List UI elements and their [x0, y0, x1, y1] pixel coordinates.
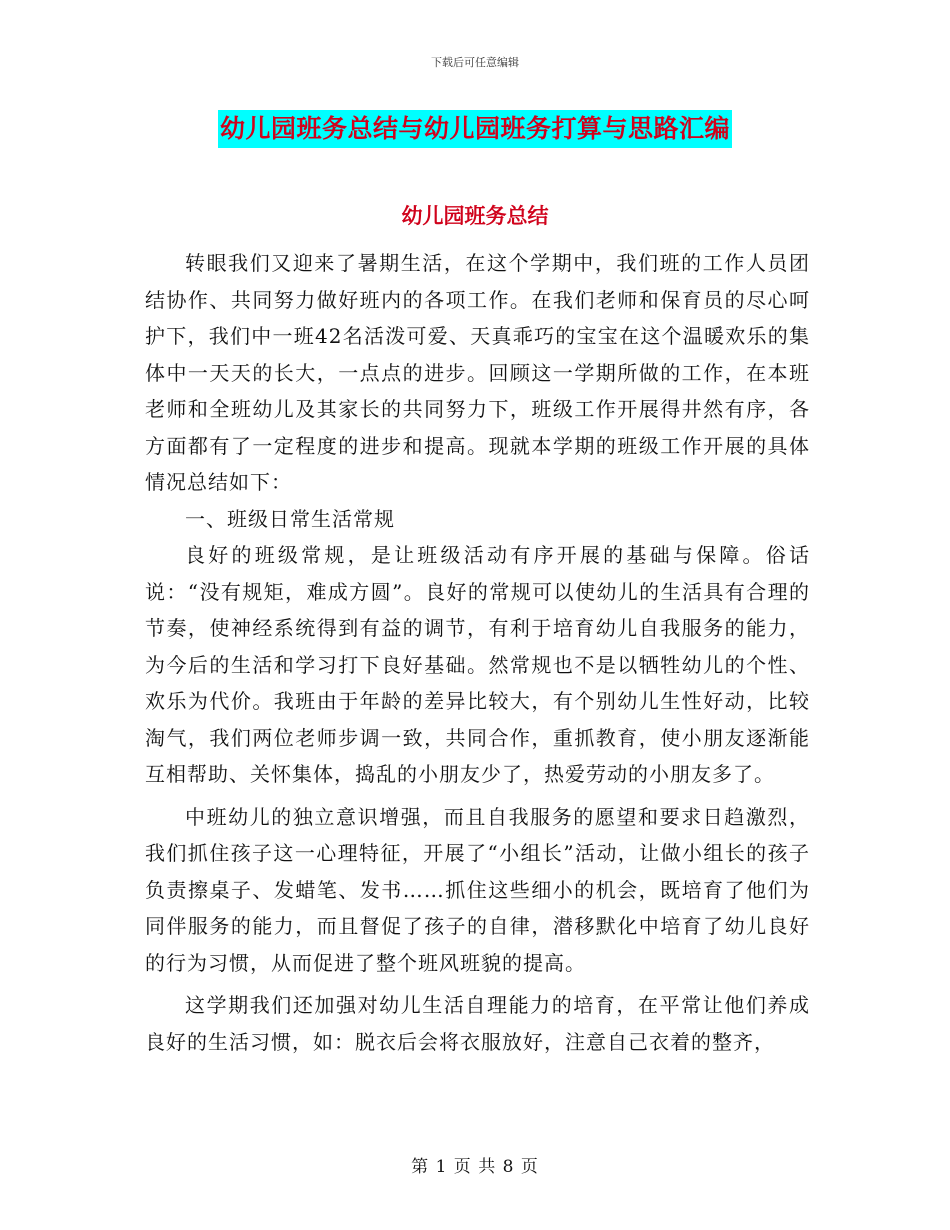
- header-note: 下载后可任意编辑: [431, 56, 519, 69]
- paragraph-self-care: 这学期我们还加强对幼儿生活自理能力的培育，在平常让他们养成良好的生活习惯，如：脱衣后会将衣服放好，注意自己衣着的整齐，: [145, 993, 810, 1054]
- section-title: 幼儿园班务总结: [401, 203, 549, 228]
- paragraph-routine-importance: 良好的班级常规，是让班级活动有序开展的基础与保障。俗话说：“没有规矩，难成方圆”。良好的常规可以使幼儿的生活具有合理的节奏，使神经系统得到有益的调节，有利于培育幼儿自我服务的能力，为今后的生活和学习打下良好基础。然常规也不是以牺牲幼儿的个性、欢乐为代价。我班由于年龄的差异比较大，有个别幼儿生性好动，比较淘气，我们两位老师步调一致，共同合作，重抓教育，使小朋友逐渐能互相帮助、关怀集体，捣乱的小朋友少了，热爱劳动的小朋友多了。: [145, 543, 810, 786]
- paragraph-intro: 转眼我们又迎来了暑期生活，在这个学期中，我们班的工作人员团结协作、共同努力做好班内的各项工作。在我们老师和保育员的尽心呵护下，我们中一班42名活泼可爱、天真乖巧的宝宝在这个温暖欢乐的集体中一天天的长大，一点点的进步。回顾这一学期所做的工作，在本班老师和全班幼儿及其家长的共同努力下，班级工作开展得井然有序，各方面都有了一定程度的进步和提高。现就本学期的班级工作开展的具体情况总结如下：: [145, 251, 810, 494]
- main-title-wrap: [0, 110, 950, 148]
- document-title: 幼儿园班务总结与幼儿园班务打算与思路汇编: [218, 110, 732, 148]
- document-body: [145, 245, 810, 1060]
- paragraph-group-leader: 中班幼儿的独立意识增强，而且自我服务的愿望和要求日趋激烈，我们抓住孩子这一心理特征，开展了“小组长”活动，让做小组长的孩子负责擦桌子、发蜡笔、发书……抓住这些细小的机会，既培育了他们为同伴服务的能力，而且督促了孩子的自律，潜移默化中培育了幼儿良好的行为习惯，从而促进了整个班风班貌的提高。: [145, 804, 810, 975]
- page-footer: 第 1 页 共 8 页: [411, 1157, 539, 1177]
- paragraph-heading-daily-routine: 一、班级日常生活常规: [185, 506, 395, 531]
